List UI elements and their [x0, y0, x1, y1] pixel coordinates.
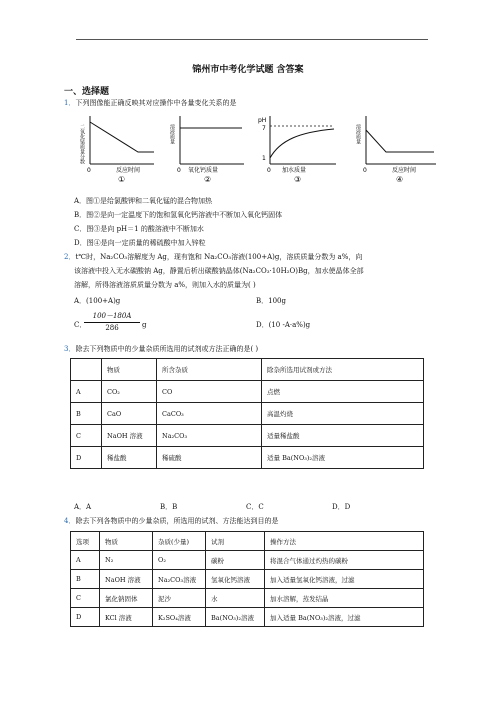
graph-3-ytick-1: 1 [262, 155, 266, 162]
question-1-stem [64, 98, 236, 108]
table-cell: 杂质(少量) [153, 532, 206, 551]
graph-3-xlabel: 加水质量 [282, 167, 307, 174]
table-cell: 所含杂质 [157, 359, 262, 381]
question-number: 4． [64, 517, 76, 525]
table-cell: Na₂CO₃ [157, 425, 262, 447]
q2-option-a: A．(100+A)g [74, 297, 121, 305]
graph-4 [355, 116, 436, 184]
question-number: 2． [64, 253, 76, 261]
table-cell: B [71, 570, 100, 589]
table-cell: 加入适量 Ba(NO₃)₂溶液，过滤 [265, 608, 424, 627]
graphs-svg [80, 114, 450, 190]
q2-option-c-unit: g [142, 321, 147, 329]
table-cell: NaOH 溶液 [100, 570, 153, 589]
table-cell: 碳粉 [206, 551, 265, 570]
q2-option-b: B．100g [256, 297, 286, 305]
graph-1-xlabel: 反应时间 [116, 167, 141, 174]
table-row [71, 570, 424, 589]
graph-4-xlabel: 反应时间 [392, 167, 417, 174]
q3-option-d: D．D [332, 503, 351, 511]
q1-option-c: C．图③是向 pH＝1 的酸溶液中不断加水 [74, 225, 204, 233]
table-cell: 水 [206, 589, 265, 608]
table-cell: 加水溶解，蒸发结晶 [265, 589, 424, 608]
table-cell: 氯化钠固体 [100, 589, 153, 608]
table-row [71, 608, 424, 627]
table-cell: N₂ [100, 551, 153, 570]
table-cell: 稀盐酸 [102, 447, 157, 469]
table-cell: 稀硫酸 [157, 447, 262, 469]
table-cell: 泥沙 [153, 589, 206, 608]
header-rule [76, 39, 428, 40]
graph-4-origin: 0 [363, 167, 367, 174]
graph-3-ylabel: pH [258, 117, 267, 124]
question-3-stem [64, 344, 258, 354]
table-cell: 试剂 [206, 532, 265, 551]
table-cell: CO [157, 381, 262, 403]
q1-option-a: A．图①是给氯酸钾和二氧化锰的混合物加热 [74, 197, 213, 205]
graph-2-origin: 0 [177, 167, 181, 174]
table-cell: CaCO₃ [157, 403, 262, 425]
page-title: 锦州市中考化学试题 含答案 [192, 65, 304, 75]
table-cell: C [71, 425, 102, 447]
q3-option-b: B．B [160, 503, 178, 511]
question-4-stem [64, 516, 278, 526]
table-cell: A [71, 551, 100, 570]
q2-option-c-fraction [84, 311, 140, 332]
table-cell: K₂SO₄溶液 [153, 608, 206, 627]
graph-1-origin: 0 [87, 167, 91, 174]
q1-option-d: D．图④是向一定质量的稀硫酸中加入锌粒 [74, 239, 206, 247]
table-cell: KCl 溶液 [100, 608, 153, 627]
table-cell: 点燃 [262, 381, 424, 403]
table-cell: 物质 [102, 359, 157, 381]
q3-option-c: C．C [246, 503, 264, 511]
graph-2-ylabel: 溶液质量 [169, 124, 175, 144]
q2-option-c-prefix: C． [74, 321, 87, 329]
table-cell: 操作方法 [265, 532, 424, 551]
graph-3 [258, 116, 336, 184]
table-row [71, 447, 424, 469]
table-cell: NaOH 溶液 [102, 425, 157, 447]
table-cell: 氢氧化钙溶液 [206, 570, 265, 589]
table-cell: 物质 [100, 532, 153, 551]
graph-2-xlabel: 氧化钙质量 [188, 167, 219, 174]
fraction-denominator: 286 [105, 324, 119, 332]
table-cell: 加入适量氢氧化钙溶液，过滤 [265, 570, 424, 589]
graph-4-ylabel: 溶液质量 [355, 124, 361, 144]
table-row [71, 589, 424, 608]
question-text: 除去下列物质中的少量杂质所选用的试剂或方法正确的是( ) [75, 345, 259, 353]
question-2-line-3: 溶解，所得溶液溶质质量分数为 a%，则加入水的质量为( ) [74, 281, 256, 289]
fraction-numerator: 100－180A [84, 311, 140, 323]
table-cell: D [71, 608, 100, 627]
graph-2-tag: ② [204, 175, 212, 184]
table-cell: 将混合气体通过灼热的碳粉 [265, 551, 424, 570]
table-cell: B [71, 403, 102, 425]
graph-4-tag: ④ [396, 175, 404, 184]
q4-table [70, 531, 424, 627]
graph-3-ytick-7: 7 [262, 125, 266, 132]
table-cell: O₂ [153, 551, 206, 570]
graph-1 [79, 116, 154, 184]
table-cell: D [71, 447, 102, 469]
graph-3-tag: ③ [294, 175, 302, 184]
q3-option-a: A．A [74, 503, 92, 511]
table-cell: A [71, 381, 102, 403]
table-cell: 适量稀盐酸 [262, 425, 424, 447]
table-cell: 高温灼烧 [262, 403, 424, 425]
question-text: 除去下列各物质中的少量杂质，所选用的试剂、方法能达到目的是 [75, 517, 279, 525]
question-1-graphs [80, 114, 450, 190]
q2-option-d: D．(10 -A·a%)g [256, 321, 311, 329]
section-heading: 一、选择题 [64, 87, 110, 97]
table-row [71, 403, 424, 425]
question-number: 1． [64, 99, 76, 107]
q3-table [70, 358, 424, 469]
table-cell: C [71, 589, 100, 608]
table-cell: 适量 Ba(NO₃)₂溶液 [262, 447, 424, 469]
question-text: t℃时，Na₂CO₃溶解度为 Ag，现有饱和 Na₂CO₃溶液(100+A)g，溶质质量分数为 a%，向 [75, 253, 363, 261]
table-row [71, 381, 424, 403]
table-cell: CaO [102, 403, 157, 425]
table-cell [71, 359, 102, 381]
table-row [71, 551, 424, 570]
graph-1-ylabel: 二氧化锰质量分数 [79, 124, 85, 164]
question-number: 3． [64, 345, 76, 353]
table-cell: CO₂ [102, 381, 157, 403]
table-header-row [71, 532, 424, 551]
table-cell: Na₂CO₃溶液 [153, 570, 206, 589]
question-2-line-1 [64, 252, 362, 262]
q1-option-b: B．图②是向一定温度下的饱和氢氧化钙溶液中不断加入氧化钙固体 [74, 211, 283, 219]
question-text: 下列图像能正确反映其对应操作中各量变化关系的是 [75, 99, 237, 107]
graph-1-tag: ① [118, 175, 126, 184]
graph-3-origin: 0 [267, 167, 271, 174]
table-cell: 选项 [71, 532, 100, 551]
table-cell: Ba(NO₃)₂溶液 [206, 608, 265, 627]
table-header-row [71, 359, 424, 381]
graph-2 [169, 116, 244, 184]
table-cell: 除杂所选用试剂或方法 [262, 359, 424, 381]
table-row [71, 425, 424, 447]
question-2-line-2: 该溶液中投入无水碳酸钠 Ag，静置后析出碳酸钠晶体(Na₂CO₃·10H₂O)Bg，加水使晶体全部 [74, 267, 364, 275]
